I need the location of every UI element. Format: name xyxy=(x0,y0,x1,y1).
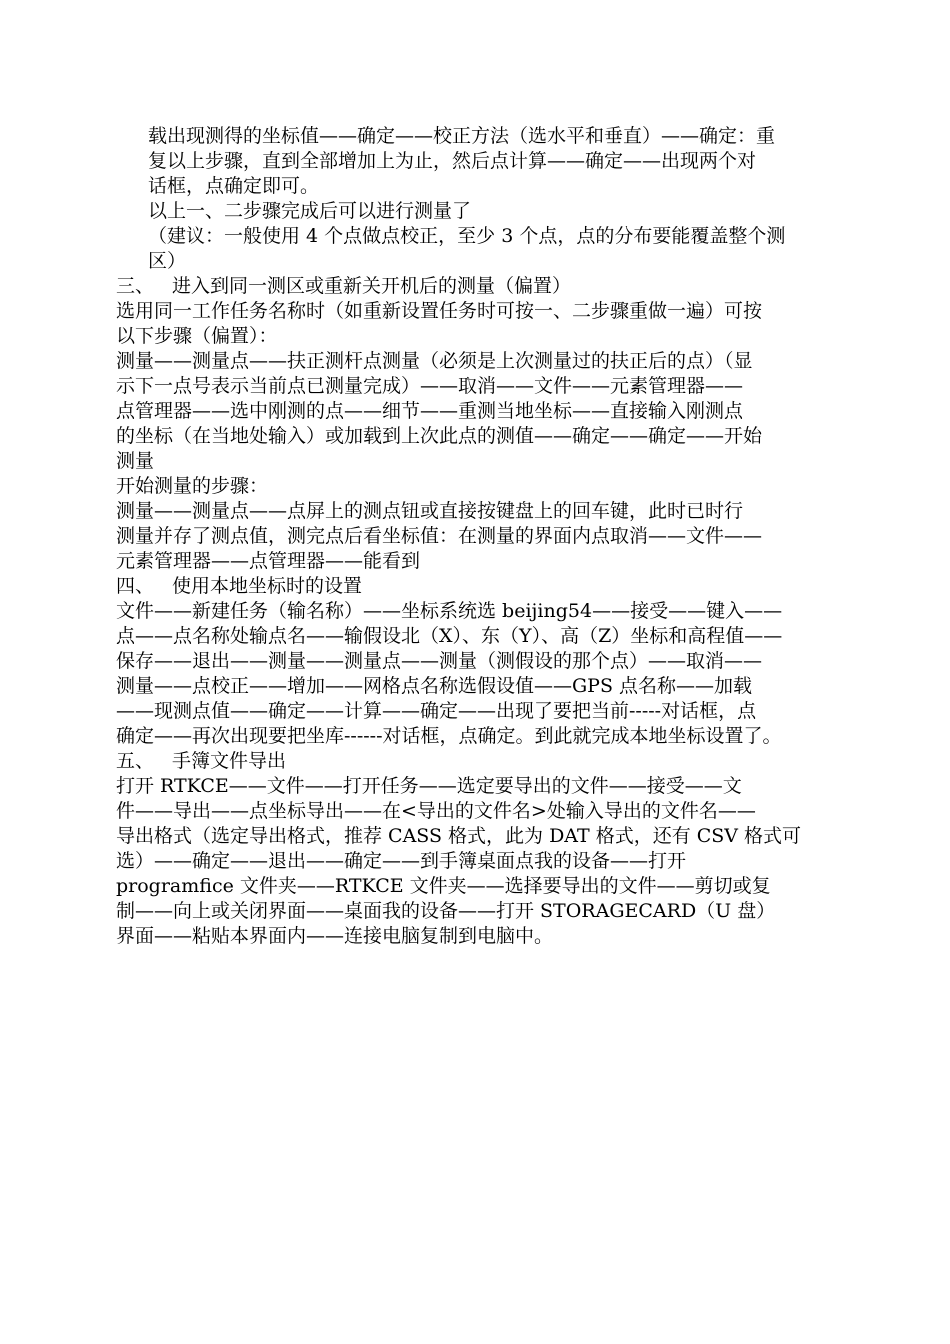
paragraph-line: 选）——确定——退出——确定——到手簿桌面点我的设备——打开 xyxy=(116,850,687,872)
paragraph-line: 确定——再次出现要把坐库------对话框，点确定。到此就完成本地坐标设置了。 xyxy=(116,725,782,747)
paragraph-line: 测量并存了测点值，测完点后看坐标值：在测量的界面内点取消——文件—— xyxy=(116,525,763,547)
paragraph-line: 测量——点校正——增加——网格点名称选假设值——GPS 点名称——加载 xyxy=(116,675,753,697)
section-heading-3 xyxy=(116,274,876,299)
paragraph-line: 区） xyxy=(148,250,187,272)
paragraph-line: 以上一、二步骤完成后可以进行测量了 xyxy=(148,200,472,222)
section-title: 进入到同一测区或重新关开机后的测量（偏置） xyxy=(172,275,572,297)
section-heading-5 xyxy=(116,749,876,774)
paragraph-line: 点——点名称处输点名——输假设北（X）、东（Y）、高（Z）坐标和高程值—— xyxy=(116,625,783,647)
paragraph-line: 的坐标（在当地处输入）或加载到上次此点的测值——确定——确定——开始 xyxy=(116,425,763,447)
paragraph-line: 保存——退出——测量——测量点——测量（测假设的那个点）——取消—— xyxy=(116,650,763,672)
paragraph-line: ——现测点值——确定——计算——确定——出现了要把当前-----对话框，点 xyxy=(116,700,757,722)
section-title: 使用本地坐标时的设置 xyxy=(172,575,363,597)
paragraph-line: 以下步骤（偏置）： xyxy=(116,325,278,347)
paragraph-line: 选用同一工作任务名称时（如重新设置任务时可按一、二步骤重做一遍）可按 xyxy=(116,300,763,322)
paragraph-line: 测量 xyxy=(116,450,155,472)
section-title: 手簿文件导出 xyxy=(172,750,287,772)
paragraph-line: 载出现测得的坐标值——确定——校正方法（选水平和垂直）——确定：重 xyxy=(148,125,776,147)
paragraph-line: 导出格式（选定导出格式，推荐 CASS 格式，此为 DAT 格式，还有 CSV 格式可 xyxy=(116,825,802,847)
section-heading-4 xyxy=(116,574,876,599)
paragraph-line: 点管理器——选中刚测的点——细节——重测当地坐标——直接输入刚测点 xyxy=(116,400,744,422)
paragraph-line: 开始测量的步骤： xyxy=(116,475,269,497)
paragraph-line: 制——向上或关闭界面——桌面我的设备——打开 STORAGECARD（U 盘） xyxy=(116,900,776,922)
paragraph-line: 件——导出——点坐标导出——在<导出的文件名>处输入导出的文件名—— xyxy=(116,800,756,822)
section-number: 五、 xyxy=(116,750,155,772)
section-number: 四、 xyxy=(116,575,155,597)
paragraph-line: 测量——测量点——点屏上的测点钮或直接按键盘上的回车键，此时已时行 xyxy=(116,500,744,522)
paragraph-line: 复以上步骤，直到全部增加上为止，然后点计算——确定——出现两个对 xyxy=(148,150,757,172)
paragraph-line: 元素管理器——点管理器——能看到 xyxy=(116,550,421,572)
paragraph-line: 测量——测量点——扶正测杆点测量（必须是上次测量过的扶正后的点）（显 xyxy=(116,350,753,372)
paragraph-line: （建议：一般使用 4 个点做点校正，至少 3 个点，点的分布要能覆盖整个测 xyxy=(148,225,786,247)
paragraph-line: 话框，点确定即可。 xyxy=(148,175,320,197)
paragraph-line: 文件——新建任务（输名称）——坐标系统选 beijing54——接受——键入—— xyxy=(116,600,783,622)
paragraph-line: programfice 文件夹——RTKCE 文件夹——选择要导出的文件——剪切或复 xyxy=(116,875,771,897)
paragraph-line: 打开 RTKCE——文件——打开任务——选定要导出的文件——接受——文 xyxy=(116,775,742,797)
paragraph-line: 界面——粘贴本界面内——连接电脑复制到电脑中。 xyxy=(116,925,554,947)
section-number: 三、 xyxy=(116,275,155,297)
paragraph-line: 示下一点号表示当前点已测量完成）——取消——文件——元素管理器—— xyxy=(116,375,744,397)
